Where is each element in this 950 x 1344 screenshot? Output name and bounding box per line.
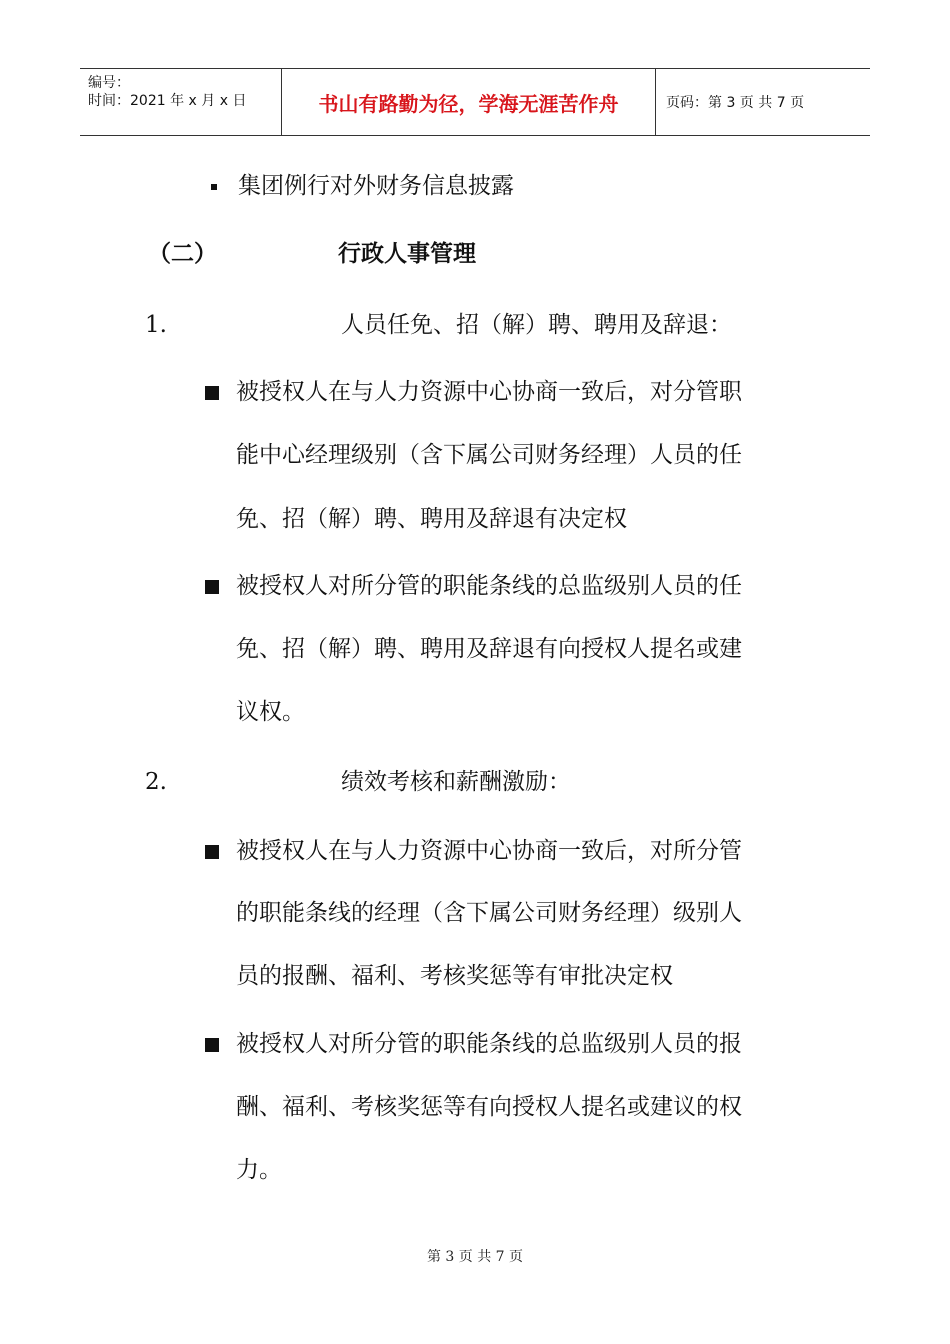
- square-bullet-icon: [205, 580, 219, 594]
- header-meta: [80, 69, 282, 135]
- header-page-code: 页码：第 3 页 共 7 页: [666, 95, 805, 111]
- top-bullet-text: 集团例行对外财务信息披露: [238, 173, 514, 199]
- item2-bullet2-line3: 力。: [236, 1157, 282, 1183]
- number-label: 编号：: [88, 75, 130, 91]
- small-bullet-icon: [211, 184, 217, 190]
- time-label: 时间：2021 年 x 月 x 日: [88, 93, 247, 109]
- item2-bullet1-line2: 的职能条线的经理（含下属公司财务经理）级别人: [236, 900, 742, 926]
- item2-number: 2.: [145, 769, 167, 795]
- item1-bullet2-line3: 议权。: [236, 699, 305, 725]
- page-footer: 第 3 页 共 7 页: [426, 1249, 524, 1265]
- header-motto: 书山有路勤为径，学海无涯苦作舟: [282, 69, 656, 135]
- item1-bullet1-line3: 免、招（解）聘、聘用及辞退有决定权: [236, 506, 627, 532]
- item1-number: 1.: [145, 312, 167, 338]
- section-number: （二）: [148, 240, 217, 267]
- section-title: 行政人事管理: [338, 240, 476, 267]
- item2-title: 绩效考核和薪酬激励：: [341, 769, 571, 795]
- item1-bullet1-line1: 被授权人在与人力资源中心协商一致后，对分管职: [236, 379, 742, 405]
- item2-bullet1-line3: 员的报酬、福利、考核奖惩等有审批决定权: [236, 963, 673, 989]
- item1-bullet2-line2: 免、招（解）聘、聘用及辞退有向授权人提名或建: [236, 636, 742, 662]
- square-bullet-icon: [205, 845, 219, 859]
- item1-title: 人员任免、招（解）聘、聘用及辞退：: [341, 312, 732, 338]
- item2-bullet2-line2: 酬、福利、考核奖惩等有向授权人提名或建议的权: [236, 1094, 742, 1120]
- item2-bullet2-line1: 被授权人对所分管的职能条线的总监级别人员的报: [236, 1031, 742, 1057]
- page-header: [80, 68, 870, 136]
- item2-bullet1-line1: 被授权人在与人力资源中心协商一致后，对所分管: [236, 838, 742, 864]
- square-bullet-icon: [205, 386, 219, 400]
- item1-bullet1-line2: 能中心经理级别（含下属公司财务经理）人员的任: [236, 442, 742, 468]
- item1-bullet2-line1: 被授权人对所分管的职能条线的总监级别人员的任: [236, 573, 742, 599]
- square-bullet-icon: [205, 1038, 219, 1052]
